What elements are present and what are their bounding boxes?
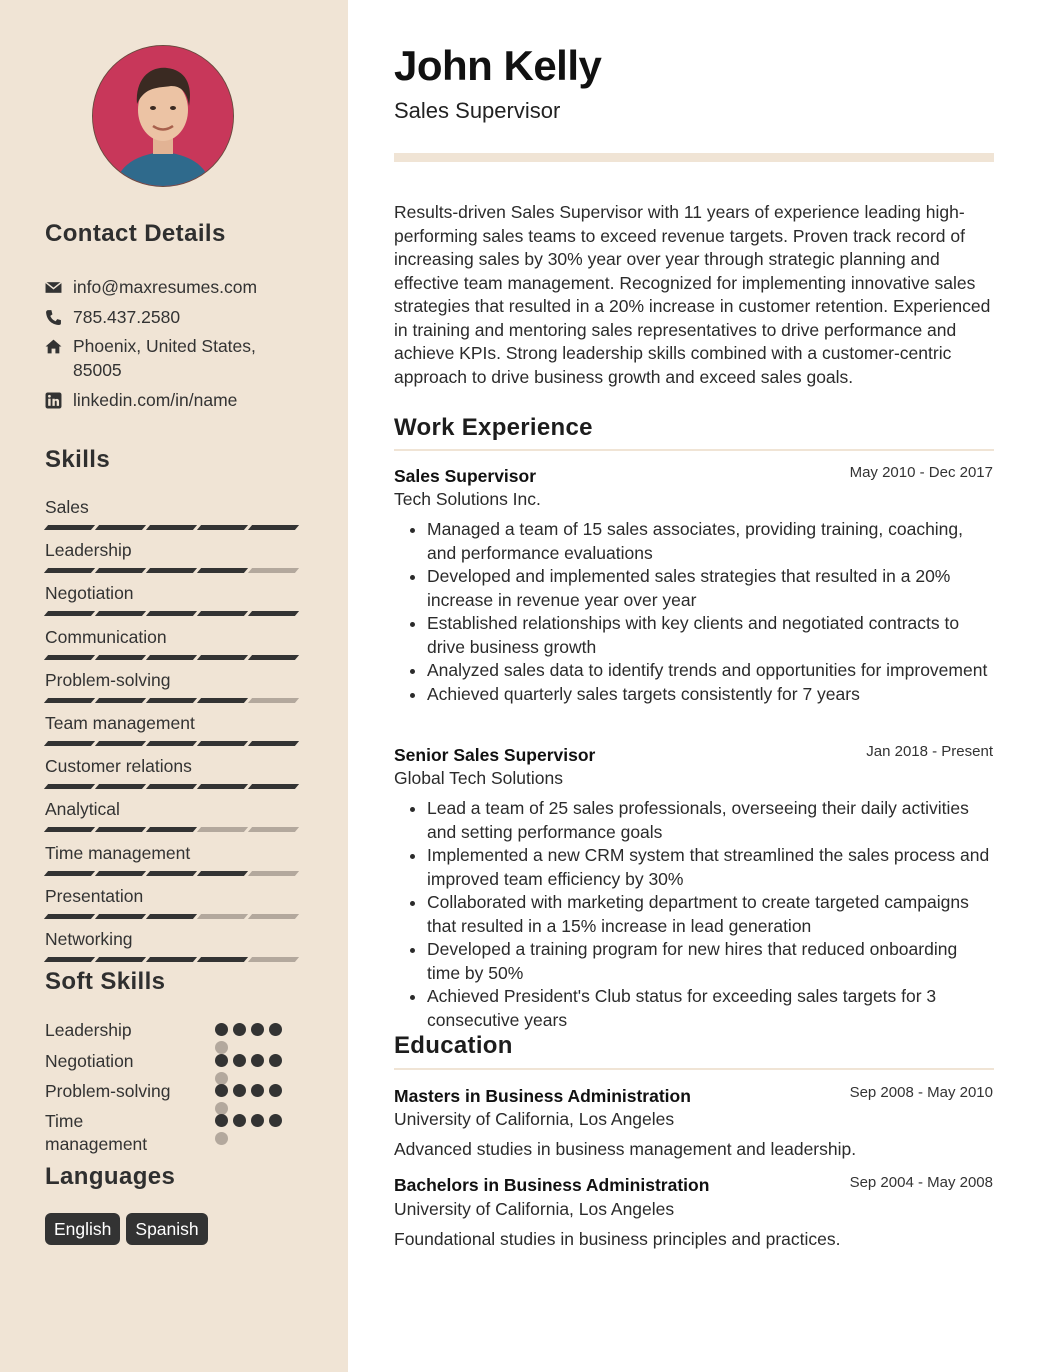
contact-email-text: info@maxresumes.com bbox=[73, 277, 258, 297]
rating-dot bbox=[269, 1084, 282, 1097]
job-bullet: • Lead a team of 25 sales professionals, overseeing their daily activities and setting performance goals bbox=[427, 797, 994, 844]
person-portrait-icon bbox=[93, 46, 233, 186]
language-badge: English bbox=[45, 1213, 120, 1245]
skill-level-segment bbox=[248, 611, 299, 616]
job-bullet: • Collaborated with marketing department to create targeted campaigns that resulted in a 15% increase in lead generation bbox=[427, 891, 994, 938]
rating-dot bbox=[269, 1054, 282, 1067]
job-bullet: • Developed and implemented sales strategies that resulted in a 20% increase in revenue year over year bbox=[427, 565, 994, 612]
contact-address-line1: Phoenix, United States, bbox=[73, 336, 256, 356]
degree-title: Bachelors in Business Administration bbox=[394, 1175, 710, 1195]
degree-dates: Sep 2004 - May 2008 bbox=[849, 1174, 993, 1191]
rating-dot bbox=[251, 1084, 264, 1097]
skill-level-bar bbox=[46, 525, 297, 530]
rating-dot bbox=[215, 1041, 228, 1054]
skill-level-segment bbox=[146, 827, 197, 832]
skill-level-segment bbox=[44, 957, 95, 962]
skill-level-segment bbox=[248, 698, 299, 703]
contact-linkedin-text: linkedin.com/in/name bbox=[73, 390, 238, 410]
skill-level-segment bbox=[95, 611, 146, 616]
skill-level-segment bbox=[197, 655, 248, 660]
skill-level-segment bbox=[95, 655, 146, 660]
skill-level-segment bbox=[44, 568, 95, 573]
skill-level-segment bbox=[146, 957, 197, 962]
phone-icon bbox=[45, 305, 73, 329]
skill-level-segment bbox=[44, 698, 95, 703]
skill-level-segment bbox=[248, 525, 299, 530]
section-divider bbox=[394, 1068, 994, 1070]
school-name: University of California, Los Angeles bbox=[394, 1109, 675, 1129]
skill-name: Sales bbox=[45, 497, 89, 517]
skill-name: Customer relations bbox=[45, 756, 192, 776]
skill-name: Team management bbox=[45, 713, 195, 733]
skill-level-segment bbox=[95, 568, 146, 573]
rating-dot bbox=[215, 1114, 228, 1127]
skill-name: Leadership bbox=[45, 540, 132, 560]
rating-dot bbox=[269, 1114, 282, 1127]
skill-level-segment bbox=[248, 655, 299, 660]
job-dates: Jan 2018 - Present bbox=[866, 743, 993, 760]
soft-skill-name bbox=[45, 1050, 205, 1073]
rating-dot bbox=[215, 1132, 228, 1145]
profile-photo bbox=[92, 45, 234, 187]
skill-level-bar bbox=[46, 611, 297, 616]
contact-linkedin[interactable] bbox=[45, 388, 315, 412]
skill-level-segment bbox=[95, 698, 146, 703]
soft-skill-name-line: Negotiation bbox=[45, 1051, 134, 1071]
job-bullet: • Managed a team of 15 sales associates, providing training, coaching, and performance evaluations bbox=[427, 518, 994, 565]
skill-level-segment bbox=[95, 871, 146, 876]
contact-heading: Contact Details bbox=[45, 220, 226, 247]
header-divider bbox=[394, 153, 994, 162]
job-bullets bbox=[394, 797, 994, 1032]
languages-heading: Languages bbox=[45, 1163, 176, 1190]
skill-level-segment bbox=[146, 525, 197, 530]
soft-skill-name bbox=[45, 1019, 205, 1042]
skill-level-segment bbox=[197, 741, 248, 746]
degree-title: Masters in Business Administration bbox=[394, 1086, 691, 1106]
rating-dot bbox=[233, 1084, 246, 1097]
soft-skill-rating bbox=[215, 1114, 295, 1150]
skill-level-segment bbox=[197, 611, 248, 616]
skill-level-segment bbox=[95, 914, 146, 919]
skills-heading: Skills bbox=[45, 446, 111, 473]
job-dates: May 2010 - Dec 2017 bbox=[849, 464, 993, 481]
job-bullet: • Achieved quarterly sales targets consistently for 7 years bbox=[427, 683, 994, 707]
job-bullet: • Analyzed sales data to identify trends and opportunities for improvement bbox=[427, 659, 994, 683]
skill-name: Problem-solving bbox=[45, 670, 171, 690]
skill-name: Communication bbox=[45, 627, 167, 647]
degree-dates: Sep 2008 - May 2010 bbox=[849, 1084, 993, 1101]
contact-address bbox=[45, 334, 315, 382]
skill-name: Negotiation bbox=[45, 583, 134, 603]
degree-description: Advanced studies in business management and leadership. bbox=[394, 1139, 857, 1159]
skill-level-segment bbox=[44, 871, 95, 876]
skill-level-segment bbox=[146, 655, 197, 660]
skill-level-segment bbox=[248, 914, 299, 919]
skill-level-bar bbox=[46, 698, 297, 703]
rating-dot bbox=[251, 1023, 264, 1036]
skill-level-bar bbox=[46, 655, 297, 660]
contact-phone[interactable] bbox=[45, 305, 315, 329]
skill-level-segment bbox=[44, 827, 95, 832]
skill-level-segment bbox=[95, 784, 146, 789]
skill-level-segment bbox=[146, 914, 197, 919]
rating-dot bbox=[251, 1054, 264, 1067]
job-title: Sales Supervisor bbox=[394, 466, 537, 486]
contact-phone-text: 785.437.2580 bbox=[73, 307, 181, 327]
skill-level-segment bbox=[197, 784, 248, 789]
linkedin-icon bbox=[45, 388, 73, 412]
skill-level-segment bbox=[44, 525, 95, 530]
skill-name: Networking bbox=[45, 929, 133, 949]
skill-level-segment bbox=[95, 957, 146, 962]
rating-dot bbox=[215, 1054, 228, 1067]
skill-level-segment bbox=[146, 741, 197, 746]
languages-list bbox=[45, 1213, 208, 1245]
skill-level-segment bbox=[95, 741, 146, 746]
skill-level-bar bbox=[46, 741, 297, 746]
rating-dot bbox=[215, 1084, 228, 1097]
soft-skill-name-line: management bbox=[45, 1134, 148, 1154]
degree-description: Foundational studies in business principles and practices. bbox=[394, 1229, 841, 1249]
skill-name: Presentation bbox=[45, 886, 144, 906]
job-bullet: • Implemented a new CRM system that streamlined the sales process and improved team efficiency by 30% bbox=[427, 844, 994, 891]
job-bullet: • Achieved President's Club status for exceeding sales targets for 3 consecutive years bbox=[427, 985, 994, 1032]
skill-level-segment bbox=[197, 957, 248, 962]
skill-level-segment bbox=[248, 568, 299, 573]
work-experience-heading: Work Experience bbox=[394, 414, 593, 441]
rating-dot bbox=[233, 1023, 246, 1036]
school-name: University of California, Los Angeles bbox=[394, 1199, 675, 1219]
skill-level-bar bbox=[46, 568, 297, 573]
sidebar bbox=[0, 0, 348, 1372]
skill-level-bar bbox=[46, 957, 297, 962]
skill-level-segment bbox=[146, 784, 197, 789]
skill-level-segment bbox=[197, 698, 248, 703]
soft-skill-name bbox=[45, 1080, 205, 1103]
skill-level-segment bbox=[44, 914, 95, 919]
candidate-title: Sales Supervisor bbox=[394, 98, 561, 123]
skill-level-segment bbox=[248, 784, 299, 789]
skill-level-segment bbox=[248, 871, 299, 876]
rating-dot bbox=[215, 1023, 228, 1036]
rating-dot bbox=[269, 1023, 282, 1036]
skill-level-segment bbox=[146, 611, 197, 616]
summary-text: Results-driven Sales Supervisor with 11 years of experience leading high-performing sales teams to exceed revenue targets. Proven track record of increasing sales by 30% year over year through strategic planning and effective team management. Recognized for implementing innovative sales strategies that resulted in a 20% increase in customer retention. Experienced in training and mentoring sales representatives to drive performance and achieve KPIs. Strong leadership skills combined with a customer-centric approach to drive business growth and exceed sales goals. bbox=[394, 202, 991, 387]
skill-level-segment bbox=[44, 784, 95, 789]
skill-level-bar bbox=[46, 871, 297, 876]
candidate-name: John Kelly bbox=[394, 42, 602, 89]
skill-level-segment bbox=[95, 525, 146, 530]
rating-dot bbox=[251, 1114, 264, 1127]
skill-level-segment bbox=[248, 741, 299, 746]
skill-name: Analytical bbox=[45, 799, 120, 819]
job-company: Tech Solutions Inc. bbox=[394, 489, 541, 509]
job-title: Senior Sales Supervisor bbox=[394, 745, 596, 765]
section-divider bbox=[394, 449, 994, 451]
skill-level-bar bbox=[46, 914, 297, 919]
job-bullet: • Developed a training program for new hires that reduced onboarding time by 50% bbox=[427, 938, 994, 985]
envelope-icon bbox=[45, 275, 73, 299]
language-badge: Spanish bbox=[126, 1213, 207, 1245]
skill-level-bar bbox=[46, 784, 297, 789]
skill-level-segment bbox=[146, 568, 197, 573]
soft-skill-name-line: Time bbox=[45, 1111, 84, 1131]
soft-skills-heading: Soft Skills bbox=[45, 968, 166, 995]
skill-level-segment bbox=[146, 698, 197, 703]
skill-level-segment bbox=[44, 611, 95, 616]
contact-email[interactable] bbox=[45, 275, 315, 299]
soft-skill-name bbox=[45, 1110, 205, 1156]
skill-level-segment bbox=[248, 957, 299, 962]
skill-level-bar bbox=[46, 827, 297, 832]
job-company: Global Tech Solutions bbox=[394, 768, 563, 788]
skill-level-segment bbox=[197, 914, 248, 919]
education-heading: Education bbox=[394, 1032, 513, 1059]
skill-level-segment bbox=[248, 827, 299, 832]
skill-level-segment bbox=[197, 525, 248, 530]
soft-skill-name-line: Leadership bbox=[45, 1020, 132, 1040]
rating-dot bbox=[233, 1114, 246, 1127]
skill-name: Time management bbox=[45, 843, 191, 863]
skill-level-segment bbox=[44, 655, 95, 660]
skill-level-segment bbox=[95, 827, 146, 832]
home-icon bbox=[45, 334, 73, 358]
rating-dot bbox=[233, 1054, 246, 1067]
job-bullets bbox=[394, 518, 994, 706]
skill-level-segment bbox=[197, 568, 248, 573]
soft-skill-name-line: Problem-solving bbox=[45, 1081, 171, 1101]
job-bullet: • Established relationships with key clients and negotiated contracts to drive business growth bbox=[427, 612, 994, 659]
contact-address-line2: 85005 bbox=[73, 360, 122, 380]
skill-level-segment bbox=[197, 827, 248, 832]
skill-level-segment bbox=[44, 741, 95, 746]
skill-level-segment bbox=[146, 871, 197, 876]
skill-level-segment bbox=[197, 871, 248, 876]
